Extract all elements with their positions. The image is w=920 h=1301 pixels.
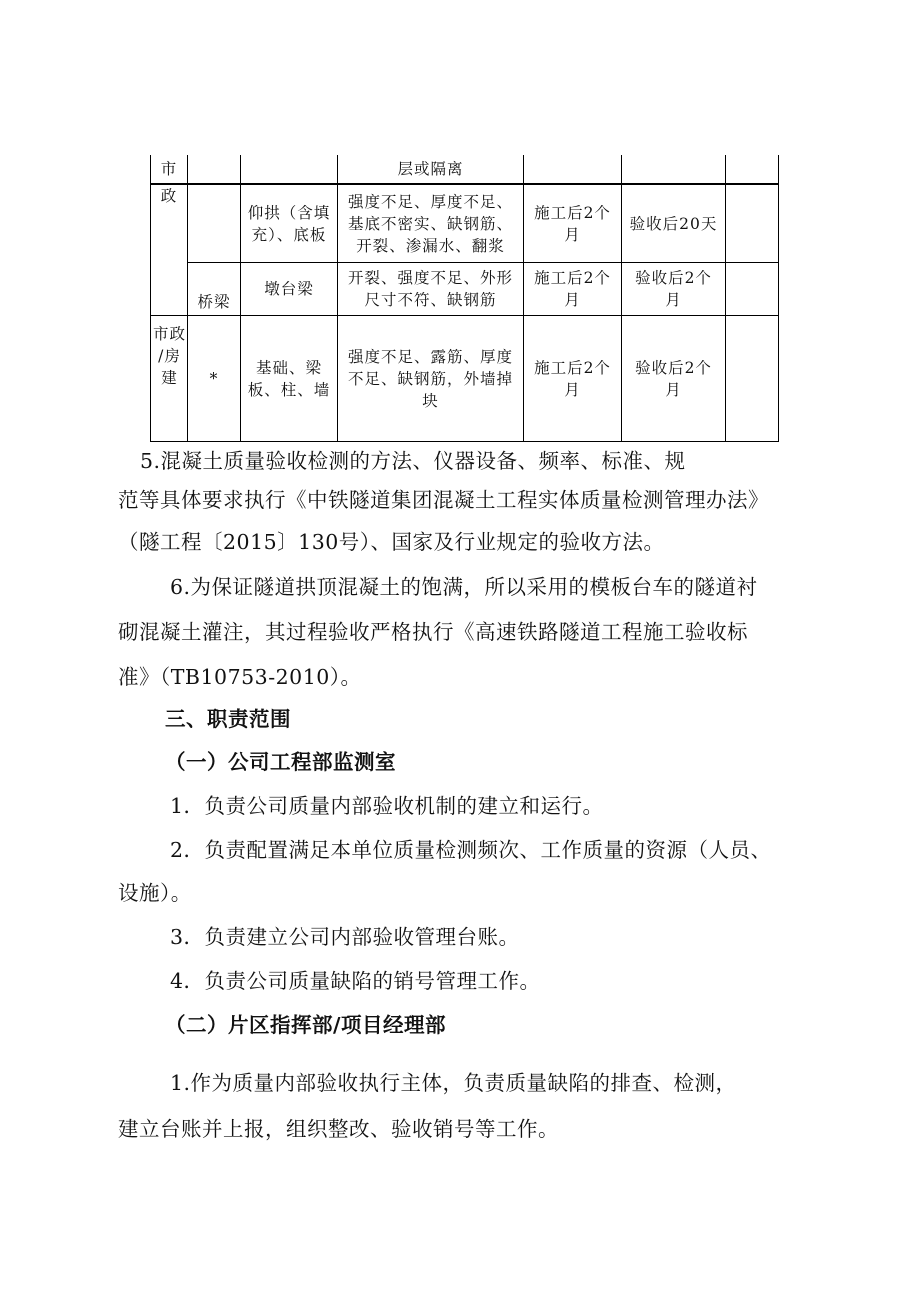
cell-defects: 开裂、强度不足、外形 尺寸不符、缺钢筋 <box>347 269 513 309</box>
list-item: 1．负责公司质量内部验收机制的建立和运行。 <box>170 794 604 818</box>
table-rule <box>778 155 779 442</box>
cell-type: 市政 /房 建 <box>153 325 187 387</box>
paragraph-5-cont: （隧工程〔2015〕130号）、国家及行业规定的验收方法。 <box>118 530 665 554</box>
cell-sell-time: 验收后20天 <box>629 214 718 233</box>
cell-defects: 强度不足、厚度不足、 基底不密实、缺钢筋、 开裂、渗漏水、翻浆 <box>347 192 513 255</box>
list-item: 3．负责建立公司内部验收管理台账。 <box>170 925 520 949</box>
cell-type-municipal: 政 <box>160 187 178 205</box>
cell-defects: 强度不足、露筋、厚度 不足、缺钢筋，外墙掉 块 <box>347 347 513 410</box>
paragraph-6-cont: 准》（TB10753-2010）。 <box>118 665 362 689</box>
cell-sell-time: 验收后2个 月 <box>635 358 712 399</box>
list-item: 1.作为质量内部验收执行主体，负责质量缺陷的排查、检测， <box>170 1071 737 1095</box>
defect-table <box>0 0 920 450</box>
cell-category: 桥梁 <box>197 292 231 311</box>
table-rule <box>150 441 779 442</box>
cell-sell-time: 验收后2个 月 <box>635 269 712 309</box>
cell-part: 墩台梁 <box>264 280 314 298</box>
cell-category: * <box>209 369 219 388</box>
paragraph-5: 5.混凝土质量验收检测的方法、仪器设备、频率、标准、规 <box>140 449 686 473</box>
cell-detect-time: 施工后2个 月 <box>534 358 611 399</box>
cell-type-fragment: 市 <box>160 160 178 178</box>
cell-detect-time: 施工后2个 月 <box>534 269 611 309</box>
cell-part: 基础、梁 板、柱、墙 <box>247 358 331 399</box>
section-heading: 三、职责范围 <box>165 707 291 731</box>
subsection-heading: （一）公司工程部监测室 <box>165 750 396 774</box>
list-item-cont: 设施）。 <box>118 881 192 905</box>
list-item: 4．负责公司质量缺陷的销号管理工作。 <box>170 969 541 993</box>
cell-defect-fragment: 层或隔离 <box>397 160 464 178</box>
paragraph-5-cont: 范等具体要求执行《中铁隧道集团混凝土工程实体质量检测管理办法》 <box>118 488 769 512</box>
paragraph-6: 6.为保证隧道拱顶混凝土的饱满，所以采用的模板台车的隧道衬 <box>170 575 758 599</box>
subsection-heading: （二）片区指挥部/项目经理部 <box>165 1013 446 1037</box>
cell-part: 仰拱（含填 充）、底板 <box>247 203 331 244</box>
list-item-cont: 建立台账并上报，组织整改、验收销号等工作。 <box>118 1117 559 1141</box>
list-item: 2．负责配置满足本单位质量检测频次、工作质量的资源（人员、 <box>170 838 772 862</box>
cell-detect-time: 施工后2个 月 <box>534 203 611 244</box>
paragraph-6-cont: 砌混凝土灌注，其过程验收严格执行《高速铁路隧道工程施工验收标 <box>118 620 748 644</box>
table-rule <box>725 155 726 442</box>
